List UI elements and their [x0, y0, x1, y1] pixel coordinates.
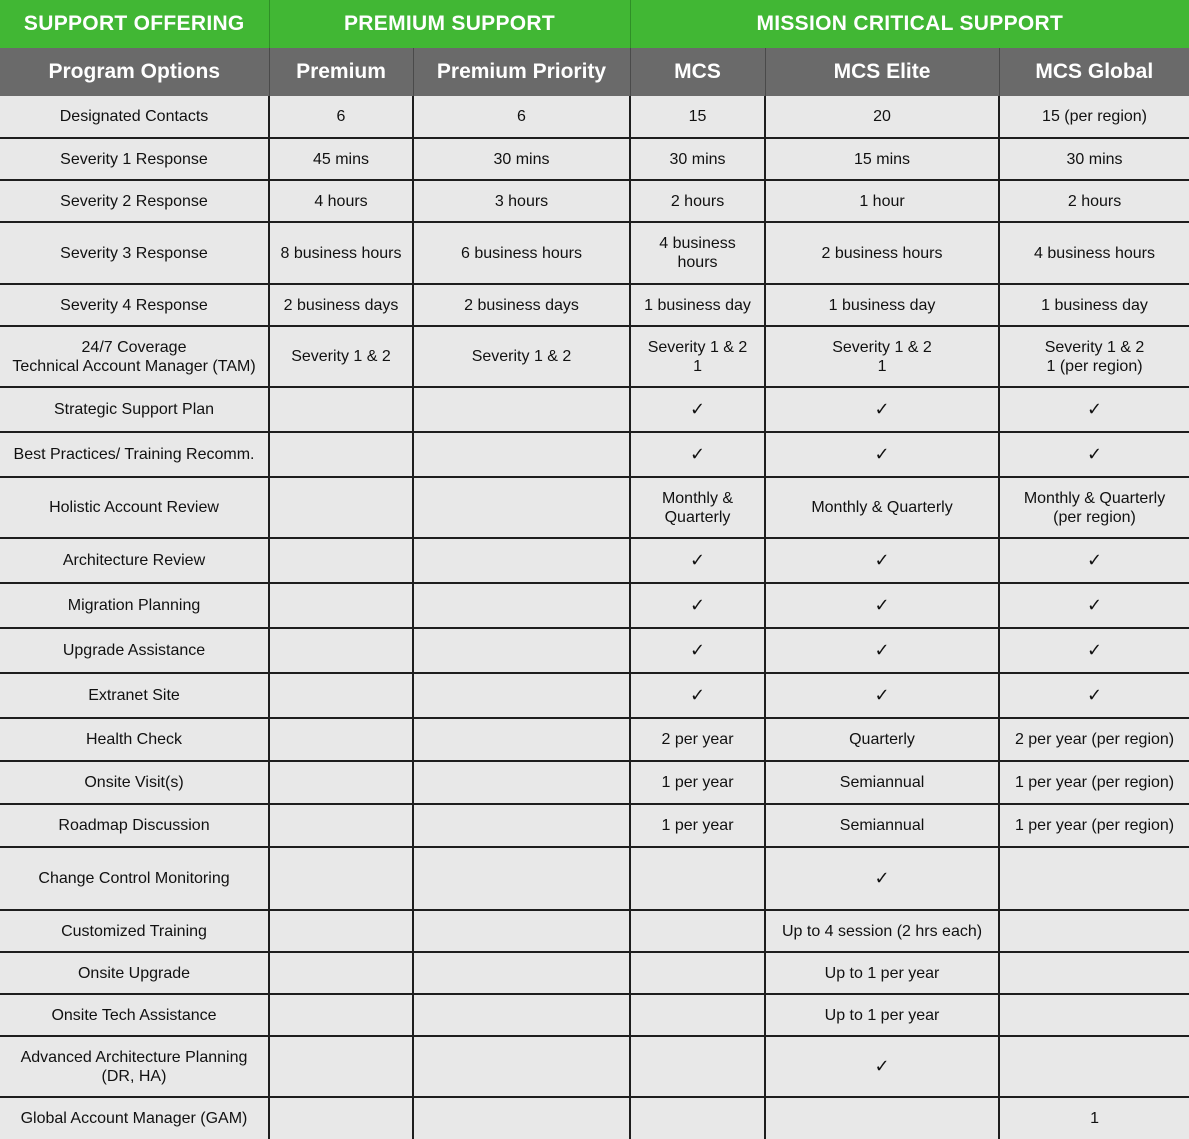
- premium-cell: [269, 583, 413, 628]
- mcs-global-cell: [999, 1036, 1189, 1097]
- mcs-global-cell: [999, 910, 1189, 952]
- table-row: [0, 761, 1189, 804]
- premium-priority-cell: [413, 952, 630, 994]
- mcs-elite-cell: 15 mins: [765, 138, 999, 180]
- mcs-global-cell-line: Severity 1 & 2: [1044, 338, 1145, 356]
- row-label: Onsite Visit(s): [84, 774, 184, 791]
- premium-priority-cell: Severity 1 & 2: [413, 326, 630, 387]
- mcs-global-cell-line: (per region): [1053, 508, 1136, 526]
- premium-cell: [269, 1097, 413, 1139]
- mcs-cell-line: 4 business: [659, 235, 736, 252]
- row-label: Holistic Account Review: [49, 499, 219, 516]
- table-row: [0, 718, 1189, 761]
- check-icon: ✓: [765, 583, 999, 628]
- check-icon: ✓: [630, 432, 765, 477]
- row-label: Best Practices/ Training Recomm.: [13, 446, 255, 463]
- check-icon: ✓: [765, 387, 999, 432]
- col-premium-heading: Premium: [269, 48, 413, 96]
- premium-cell: [269, 761, 413, 804]
- mcs-global-cell: 2 hours: [999, 180, 1189, 222]
- premium-priority-cell: [413, 718, 630, 761]
- table-row: [0, 284, 1189, 326]
- premium-priority-cell: [413, 583, 630, 628]
- table-row: [0, 477, 1189, 538]
- premium-priority-cell: [413, 538, 630, 583]
- table-row: [0, 432, 1189, 477]
- premium-cell: 6: [269, 96, 413, 138]
- table-row: [0, 1097, 1189, 1139]
- premium-priority-cell: 6 business hours: [413, 222, 630, 284]
- check-icon: ✓: [765, 847, 999, 910]
- mcs-elite-cell: Monthly & Quarterly: [765, 477, 999, 538]
- mcs-cell: 2 hours: [630, 180, 765, 222]
- mcs-elite-cell: 2 business hours: [765, 222, 999, 284]
- mcs-cell: [630, 847, 765, 910]
- row-label: Onsite Tech Assistance: [51, 1006, 217, 1024]
- mcs-elite-cell: Up to 1 per year: [765, 994, 999, 1036]
- row-label-line: (DR, HA): [101, 1067, 167, 1085]
- mcs-elite-cell: [765, 1097, 999, 1139]
- check-icon: ✓: [765, 1036, 999, 1097]
- mcs-global-cell: [999, 326, 1189, 387]
- check-icon: ✓: [765, 538, 999, 583]
- mcs-cell-line: hours: [677, 254, 718, 271]
- row-label-line: Advanced Architecture Planning: [20, 1048, 248, 1066]
- check-icon: ✓: [765, 432, 999, 477]
- mcs-elite-cell: 20: [765, 96, 999, 138]
- check-icon: ✓: [999, 583, 1189, 628]
- program-options-heading: Program Options: [48, 60, 221, 83]
- row-label-line: 24/7 Coverage: [81, 338, 187, 356]
- table-row: [0, 538, 1189, 583]
- col-mcs-global-heading: MCS Global: [999, 48, 1189, 96]
- check-icon: ✓: [999, 387, 1189, 432]
- premium-priority-cell: [413, 628, 630, 673]
- check-icon: ✓: [999, 628, 1189, 673]
- premium-priority-cell: [413, 994, 630, 1036]
- row-label: Health Check: [85, 731, 183, 748]
- check-icon: ✓: [765, 673, 999, 718]
- mcs-elite-cell: 1 hour: [765, 180, 999, 222]
- mcs-elite-cell: Quarterly: [765, 718, 999, 761]
- premium-cell: [269, 718, 413, 761]
- premium-cell: Severity 1 & 2: [269, 326, 413, 387]
- premium-cell: 2 business days: [269, 284, 413, 326]
- row-label: Severity 4 Response: [60, 296, 208, 314]
- premium-priority-cell: 6: [413, 96, 630, 138]
- table-row: [0, 994, 1189, 1036]
- premium-cell: [269, 1036, 413, 1097]
- premium-priority-cell: 2 business days: [413, 284, 630, 326]
- check-icon: ✓: [630, 628, 765, 673]
- row-label: [0, 1036, 269, 1097]
- table-row: [0, 222, 1189, 284]
- row-label: Customized Training: [61, 922, 207, 940]
- mcs-cell: [630, 326, 765, 387]
- table-row: [0, 138, 1189, 180]
- mcs-global-cell: 15 (per region): [999, 96, 1189, 138]
- premium-priority-cell: [413, 1036, 630, 1097]
- premium-priority-cell: 30 mins: [413, 138, 630, 180]
- mcs-cell-line: 1: [693, 357, 702, 375]
- tier-header-row: [0, 0, 1189, 48]
- program-options-row: [0, 48, 1189, 96]
- row-label: Onsite Upgrade: [77, 964, 191, 982]
- row-label: Designated Contacts: [59, 108, 209, 125]
- premium-cell: [269, 538, 413, 583]
- row-label: [0, 326, 269, 387]
- mcs-cell: 30 mins: [630, 138, 765, 180]
- premium-cell: 8 business hours: [269, 222, 413, 284]
- mcs-cell: 1 per year: [630, 761, 765, 804]
- row-label: Severity 1 Response: [60, 150, 208, 168]
- mcs-global-cell-line: 1 (per region): [1046, 357, 1143, 375]
- mcs-cell: 1 business day: [630, 284, 765, 326]
- mcs-cell: [630, 1036, 765, 1097]
- support-offering-heading: SUPPORT OFFERING: [23, 12, 245, 35]
- mcs-elite-cell: Semiannual: [765, 804, 999, 847]
- premium-priority-cell: [413, 761, 630, 804]
- table-row: [0, 1036, 1189, 1097]
- col-mcs-elite-heading: MCS Elite: [765, 48, 999, 96]
- premium-cell: [269, 477, 413, 538]
- row-label: Upgrade Assistance: [62, 642, 206, 659]
- mcs-cell-line: Severity 1 & 2: [647, 338, 748, 356]
- mcs-cell-line: Quarterly: [664, 508, 731, 526]
- table-row: [0, 326, 1189, 387]
- mcs-cell: [630, 1097, 765, 1139]
- row-label: Roadmap Discussion: [58, 817, 210, 834]
- table-row: [0, 952, 1189, 994]
- row-label-line: Technical Account Manager (TAM): [12, 357, 256, 375]
- mcs-elite-cell: Up to 1 per year: [765, 952, 999, 994]
- mcs-elite-cell-line: Severity 1 & 2: [832, 338, 932, 356]
- premium-cell: 4 hours: [269, 180, 413, 222]
- mcs-cell: 2 per year: [630, 718, 765, 761]
- check-icon: ✓: [765, 628, 999, 673]
- premium-priority-cell: [413, 477, 630, 538]
- table-row: [0, 628, 1189, 673]
- check-icon: ✓: [630, 387, 765, 432]
- premium-priority-cell: [413, 1097, 630, 1139]
- mcs-global-cell: 2 per year (per region): [999, 718, 1189, 761]
- mcs-global-cell: 30 mins: [999, 138, 1189, 180]
- mcs-global-cell: [999, 477, 1189, 538]
- row-label: Global Account Manager (GAM): [20, 1110, 248, 1127]
- table-row: [0, 910, 1189, 952]
- premium-cell: [269, 628, 413, 673]
- premium-priority-cell: [413, 910, 630, 952]
- check-icon: ✓: [999, 673, 1189, 718]
- mcs-cell: [630, 994, 765, 1036]
- mission-critical-support-heading: MISSION CRITICAL SUPPORT: [630, 0, 1189, 48]
- table-row: [0, 96, 1189, 138]
- premium-cell: [269, 387, 413, 432]
- col-premium-priority-heading: Premium Priority: [413, 48, 630, 96]
- premium-priority-cell: 3 hours: [413, 180, 630, 222]
- premium-cell: [269, 847, 413, 910]
- row-label: Migration Planning: [67, 597, 201, 614]
- mcs-global-cell: 1 business day: [999, 284, 1189, 326]
- mcs-global-cell: [999, 994, 1189, 1036]
- premium-priority-cell: [413, 673, 630, 718]
- check-icon: ✓: [630, 538, 765, 583]
- row-label: Extranet Site: [88, 687, 180, 704]
- mcs-elite-cell: Up to 4 session (2 hrs each): [765, 910, 999, 952]
- row-label: Architecture Review: [62, 552, 206, 569]
- row-label: Severity 3 Response: [60, 244, 208, 262]
- check-icon: ✓: [999, 432, 1189, 477]
- table-row: [0, 583, 1189, 628]
- premium-cell: [269, 673, 413, 718]
- mcs-global-cell: 1 per year (per region): [999, 804, 1189, 847]
- mcs-global-cell: [999, 847, 1189, 910]
- premium-cell: [269, 804, 413, 847]
- mcs-cell-line: Monthly &: [661, 489, 734, 507]
- mcs-elite-cell: 1 business day: [765, 284, 999, 326]
- mcs-global-cell-line: Monthly & Quarterly: [1023, 489, 1166, 507]
- table-row: [0, 673, 1189, 718]
- mcs-global-cell: 4 business hours: [999, 222, 1189, 284]
- row-label: Severity 2 Response: [60, 192, 208, 210]
- check-icon: ✓: [999, 538, 1189, 583]
- premium-cell: [269, 432, 413, 477]
- col-mcs-heading: MCS: [630, 48, 765, 96]
- mcs-elite-cell: [765, 326, 999, 387]
- mcs-cell: [630, 910, 765, 952]
- mcs-global-cell: 1: [999, 1097, 1189, 1139]
- table-row: [0, 804, 1189, 847]
- premium-priority-cell: [413, 804, 630, 847]
- mcs-cell: [630, 952, 765, 994]
- premium-cell: [269, 994, 413, 1036]
- check-icon: ✓: [630, 673, 765, 718]
- premium-priority-cell: [413, 432, 630, 477]
- mcs-cell: [630, 222, 765, 284]
- mcs-cell: 1 per year: [630, 804, 765, 847]
- premium-priority-cell: [413, 387, 630, 432]
- table-row: [0, 847, 1189, 910]
- mcs-global-cell: 1 per year (per region): [999, 761, 1189, 804]
- mcs-elite-cell-line: 1: [877, 357, 887, 375]
- table-row: [0, 387, 1189, 432]
- premium-cell: 45 mins: [269, 138, 413, 180]
- premium-cell: [269, 910, 413, 952]
- premium-priority-cell: [413, 847, 630, 910]
- mcs-cell: 15: [630, 96, 765, 138]
- premium-cell: [269, 952, 413, 994]
- check-icon: ✓: [630, 583, 765, 628]
- mcs-global-cell: [999, 952, 1189, 994]
- table-row: [0, 180, 1189, 222]
- row-label: Strategic Support Plan: [53, 401, 215, 418]
- mcs-cell: [630, 477, 765, 538]
- row-label: Change Control Monitoring: [38, 870, 230, 887]
- mcs-elite-cell: Semiannual: [765, 761, 999, 804]
- premium-support-heading: PREMIUM SUPPORT: [269, 0, 630, 48]
